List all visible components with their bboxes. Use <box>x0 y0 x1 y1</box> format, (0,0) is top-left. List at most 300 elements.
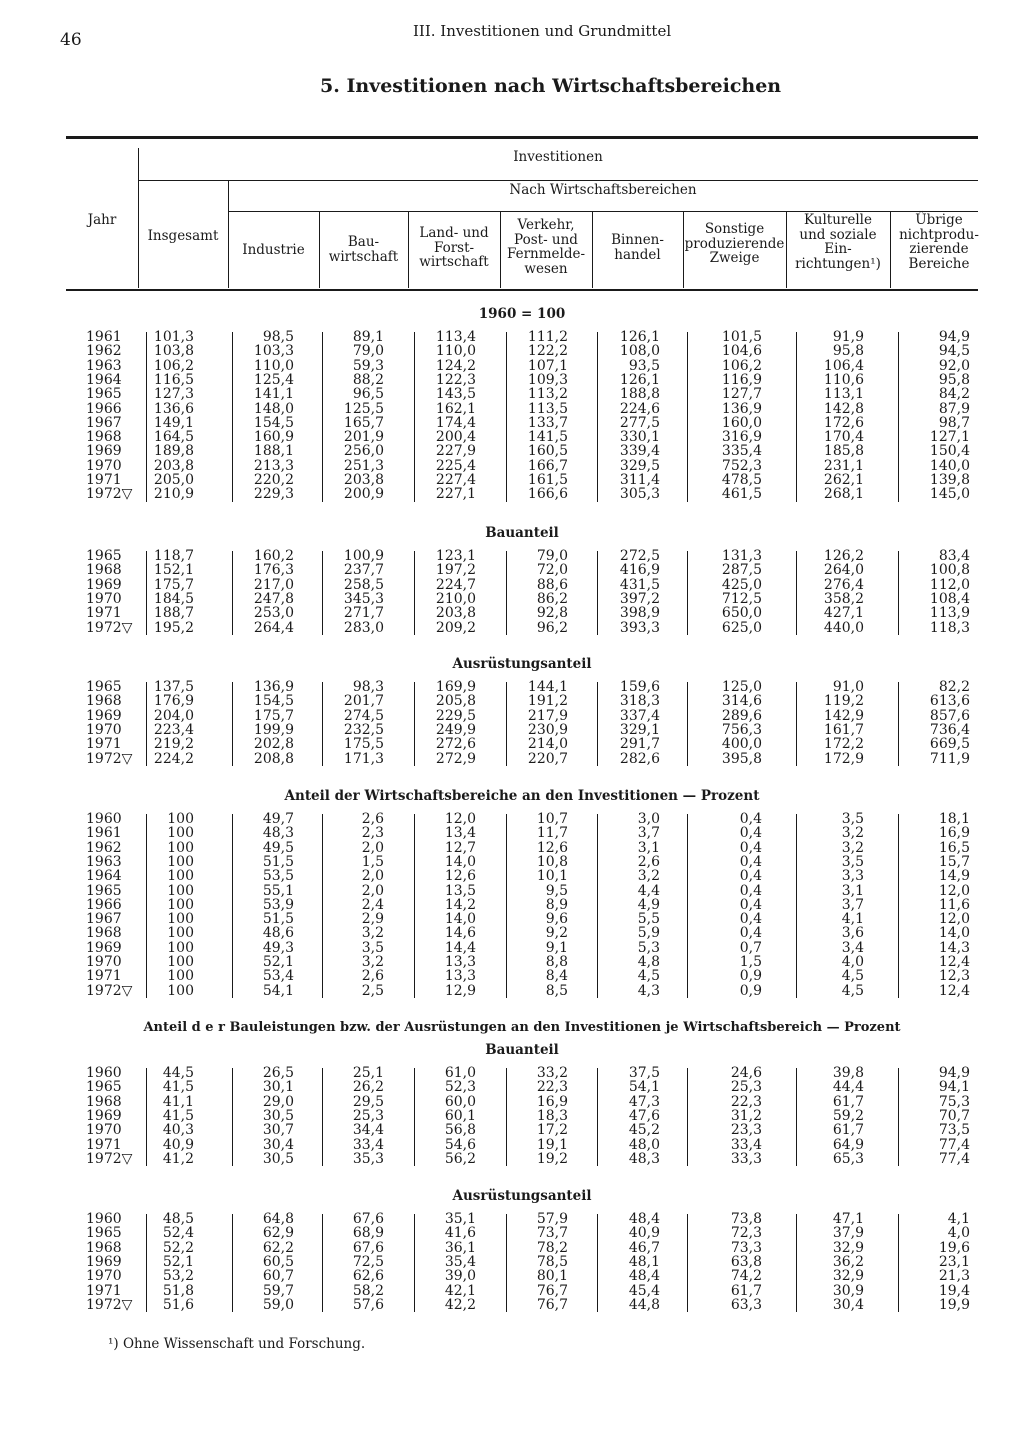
insgesamt-cell: 100 <box>167 853 194 870</box>
year-cell: 1966 <box>86 896 122 913</box>
bauwirtschaft-cell: 2,0 <box>361 839 384 856</box>
bauwirtschaft-cell: 237,7 <box>343 562 384 579</box>
industrie-cell: 175,7 <box>253 707 294 724</box>
binnenhandel-cell: 4,9 <box>637 896 660 913</box>
verkehr-cell: 17,2 <box>536 1122 568 1139</box>
sonstige-cell: 425,0 <box>721 576 762 593</box>
sonstige-cell: 0,4 <box>739 839 762 856</box>
sonstige-cell: 287,5 <box>721 562 762 579</box>
year-cell: 1971 <box>86 472 122 488</box>
insgesamt-cell: 176,9 <box>153 693 194 710</box>
table-row <box>66 752 978 766</box>
table-row <box>66 841 978 855</box>
uebrige-cell: 94,9 <box>938 1065 970 1081</box>
column-separator <box>898 332 899 502</box>
year-cell: 1964 <box>86 868 122 885</box>
industrie-cell: 53,5 <box>262 868 294 885</box>
kulturelle-cell: 440,0 <box>823 619 864 636</box>
insgesamt-cell: 203,8 <box>153 457 194 474</box>
binnenhandel-cell: 46,7 <box>628 1239 660 1256</box>
uebrige-cell: 77,4 <box>938 1136 970 1153</box>
landforst-cell: 14,2 <box>444 896 476 913</box>
landforst-cell: 42,2 <box>444 1296 476 1313</box>
landforst-cell: 12,7 <box>444 839 476 856</box>
binnenhandel-cell: 393,3 <box>619 619 660 636</box>
industrie-cell: 49,7 <box>262 811 294 827</box>
table-row <box>66 1109 978 1123</box>
year-cell: 1972▽ <box>86 982 133 999</box>
binnenhandel-cell: 188,8 <box>619 386 660 403</box>
sonstige-cell: 33,3 <box>730 1150 762 1167</box>
sonstige-cell: 478,5 <box>721 472 762 488</box>
sonstige-cell: 0,4 <box>739 882 762 899</box>
bauwirtschaft-cell: 72,5 <box>352 1253 384 1270</box>
sonstige-cell: 104,6 <box>721 343 762 360</box>
bauwirtschaft-cell: 2,6 <box>361 811 384 827</box>
column-separator <box>506 814 507 998</box>
bauwirtschaft-cell: 1,5 <box>361 853 384 870</box>
binnenhandel-cell: 337,4 <box>619 707 660 724</box>
landforst-cell: 42,1 <box>444 1282 476 1299</box>
verkehr-cell: 133,7 <box>527 414 568 431</box>
industrie-cell: 136,9 <box>253 679 294 695</box>
bauwirtschaft-cell: 3,5 <box>361 939 384 956</box>
verkehr-cell: 8,5 <box>545 982 568 999</box>
insgesamt-cell: 100 <box>167 968 194 985</box>
insgesamt-cell: 100 <box>167 882 194 899</box>
landforst-cell: 113,4 <box>435 329 476 345</box>
sonstige-cell: 1,5 <box>739 954 762 970</box>
sonstige-cell: 61,7 <box>730 1282 762 1299</box>
landforst-cell: 249,9 <box>435 721 476 738</box>
binnenhandel-cell: 272,5 <box>619 548 660 564</box>
kulturelle-cell: 172,2 <box>823 736 864 753</box>
landforst-cell: 60,1 <box>444 1107 476 1124</box>
column-separator <box>146 1068 147 1166</box>
industrie-cell: 30,1 <box>262 1079 294 1096</box>
landforst-cell: 227,9 <box>435 443 476 460</box>
column-separator <box>898 1068 899 1166</box>
insgesamt-cell: 41,5 <box>162 1079 194 1096</box>
landforst-cell: 174,4 <box>435 414 476 431</box>
binnenhandel-cell: 398,9 <box>619 605 660 622</box>
year-cell: 1968 <box>86 693 122 710</box>
sonstige-cell: 136,9 <box>721 400 762 417</box>
kulturelle-cell: 231,1 <box>823 457 864 474</box>
bauwirtschaft-cell: 283,0 <box>343 619 384 636</box>
column-separator <box>597 1068 598 1166</box>
section-title: Bauanteil <box>485 525 559 541</box>
sonstige-cell: 116,9 <box>721 371 762 388</box>
header-sonstige-produzierende-zweige: Sonstige produzierende Zweige <box>684 221 785 266</box>
column-separator <box>687 1068 688 1166</box>
year-cell: 1962 <box>86 839 122 856</box>
uebrige-cell: 82,2 <box>938 679 970 695</box>
bauwirtschaft-cell: 100,9 <box>343 548 384 564</box>
landforst-cell: 272,9 <box>435 750 476 767</box>
insgesamt-cell: 52,2 <box>162 1239 194 1256</box>
column-separator <box>414 1068 415 1166</box>
year-cell: 1971 <box>86 605 122 622</box>
insgesamt-cell: 137,5 <box>153 679 194 695</box>
section-subtitle: Bauanteil <box>485 1042 559 1058</box>
page-number: 46 <box>60 30 82 50</box>
table-row <box>66 459 978 473</box>
binnenhandel-cell: 5,9 <box>637 925 660 942</box>
column-separator <box>414 332 415 502</box>
kulturelle-cell: 262,1 <box>823 472 864 488</box>
insgesamt-cell: 219,2 <box>153 736 194 753</box>
industrie-cell: 264,4 <box>253 619 294 636</box>
sonstige-cell: 73,3 <box>730 1239 762 1256</box>
uebrige-cell: 145,0 <box>929 486 970 503</box>
year-cell: 1972▽ <box>86 750 133 767</box>
binnenhandel-cell: 45,4 <box>628 1282 660 1299</box>
column-separator <box>687 682 688 766</box>
uebrige-cell: 16,9 <box>938 825 970 842</box>
verkehr-cell: 217,9 <box>527 707 568 724</box>
kulturelle-cell: 30,9 <box>832 1282 864 1299</box>
column-separator <box>506 551 507 635</box>
bauwirtschaft-cell: 232,5 <box>343 721 384 738</box>
table-row <box>66 1095 978 1109</box>
page-title: 5. Investitionen nach Wirtschaftsbereichen <box>320 75 782 97</box>
table-row <box>66 549 978 563</box>
year-cell: 1965 <box>86 1079 122 1096</box>
column-separator <box>687 1214 688 1312</box>
uebrige-cell: 711,9 <box>929 750 970 767</box>
table-row <box>66 812 978 826</box>
table-row <box>66 621 978 635</box>
kulturelle-cell: 264,0 <box>823 562 864 579</box>
uebrige-cell: 4,1 <box>947 1211 970 1227</box>
industrie-cell: 154,5 <box>253 693 294 710</box>
sonstige-cell: 756,3 <box>721 721 762 738</box>
verkehr-cell: 16,9 <box>536 1093 568 1110</box>
verkehr-cell: 76,7 <box>536 1296 568 1313</box>
year-cell: 1969 <box>86 1107 122 1124</box>
bauwirtschaft-cell: 25,1 <box>352 1065 384 1081</box>
uebrige-cell: 83,4 <box>938 548 970 564</box>
landforst-cell: 110,0 <box>435 343 476 360</box>
column-separator <box>687 814 688 998</box>
year-cell: 1968 <box>86 1239 122 1256</box>
sonstige-cell: 160,0 <box>721 414 762 431</box>
table-row <box>66 869 978 883</box>
verkehr-cell: 214,0 <box>527 736 568 753</box>
landforst-cell: 124,2 <box>435 357 476 374</box>
industrie-cell: 213,3 <box>253 457 294 474</box>
table-row <box>66 694 978 708</box>
table-row <box>66 709 978 723</box>
kulturelle-cell: 172,9 <box>823 750 864 767</box>
bauwirtschaft-cell: 125,5 <box>343 400 384 417</box>
industrie-cell: 103,3 <box>253 343 294 360</box>
verkehr-cell: 144,1 <box>527 679 568 695</box>
column-separator <box>597 1214 598 1312</box>
verkehr-cell: 122,2 <box>527 343 568 360</box>
uebrige-cell: 84,2 <box>938 386 970 403</box>
industrie-cell: 188,1 <box>253 443 294 460</box>
kulturelle-cell: 142,8 <box>823 400 864 417</box>
uebrige-cell: 16,5 <box>938 839 970 856</box>
binnenhandel-cell: 54,1 <box>628 1079 660 1096</box>
insgesamt-cell: 52,4 <box>162 1225 194 1242</box>
landforst-cell: 200,4 <box>435 429 476 446</box>
uebrige-cell: 736,4 <box>929 721 970 738</box>
table-row <box>66 606 978 620</box>
column-separator <box>146 814 147 998</box>
kulturelle-cell: 4,1 <box>841 911 864 928</box>
column-separator <box>232 551 233 635</box>
column-separator <box>796 1214 797 1312</box>
bauwirtschaft-cell: 29,5 <box>352 1093 384 1110</box>
landforst-cell: 13,3 <box>444 968 476 985</box>
uebrige-cell: 94,9 <box>938 329 970 345</box>
landforst-cell: 14,4 <box>444 939 476 956</box>
column-separator <box>232 682 233 766</box>
landforst-cell: 203,8 <box>435 605 476 622</box>
uebrige-cell: 118,3 <box>929 619 970 636</box>
column-separator <box>796 682 797 766</box>
binnenhandel-cell: 47,6 <box>628 1107 660 1124</box>
column-separator <box>796 551 797 635</box>
landforst-cell: 13,5 <box>444 882 476 899</box>
verkehr-cell: 79,0 <box>536 548 568 564</box>
industrie-cell: 208,8 <box>253 750 294 767</box>
sonstige-cell: 0,4 <box>739 896 762 913</box>
table-row <box>66 1255 978 1269</box>
insgesamt-cell: 100 <box>167 811 194 827</box>
uebrige-cell: 669,5 <box>929 736 970 753</box>
header-bottom-rule <box>66 289 978 291</box>
binnenhandel-cell: 126,1 <box>619 329 660 345</box>
table-row <box>66 402 978 416</box>
year-cell: 1964 <box>86 371 122 388</box>
sonstige-cell: 0,4 <box>739 825 762 842</box>
table-row <box>66 330 978 344</box>
landforst-cell: 13,3 <box>444 954 476 970</box>
binnenhandel-cell: 44,8 <box>628 1296 660 1313</box>
table-row <box>66 578 978 592</box>
year-cell: 1963 <box>86 357 122 374</box>
industrie-cell: 176,3 <box>253 562 294 579</box>
insgesamt-cell: 136,6 <box>153 400 194 417</box>
year-cell: 1969 <box>86 939 122 956</box>
table-row <box>66 855 978 869</box>
header-uebrige-nichtproduzierende-bereiche: Übrige nichtprodu- zierende Bereiche <box>899 212 979 272</box>
landforst-cell: 35,1 <box>444 1211 476 1227</box>
binnenhandel-cell: 282,6 <box>619 750 660 767</box>
uebrige-cell: 15,7 <box>938 853 970 870</box>
bauwirtschaft-cell: 201,9 <box>343 429 384 446</box>
industrie-cell: 160,9 <box>253 429 294 446</box>
year-cell: 1972▽ <box>86 1150 133 1167</box>
uebrige-cell: 21,3 <box>938 1268 970 1285</box>
insgesamt-cell: 100 <box>167 839 194 856</box>
year-cell: 1971 <box>86 1282 122 1299</box>
binnenhandel-cell: 93,5 <box>628 357 660 374</box>
binnenhandel-cell: 48,1 <box>628 1253 660 1270</box>
binnenhandel-cell: 37,5 <box>628 1065 660 1081</box>
landforst-cell: 224,7 <box>435 576 476 593</box>
year-cell: 1969 <box>86 576 122 593</box>
industrie-cell: 59,0 <box>262 1296 294 1313</box>
kulturelle-cell: 110,6 <box>823 371 864 388</box>
header-bauwirtschaft: Bau- wirtschaft <box>328 234 399 265</box>
insgesamt-cell: 51,6 <box>162 1296 194 1313</box>
section-title: Anteil d e r Bauleistungen bzw. der Ausrüstungen an den Investitionen je Wirtschaftsbereich — Prozent <box>143 1020 901 1035</box>
sonstige-cell: 33,4 <box>730 1136 762 1153</box>
insgesamt-cell: 100 <box>167 825 194 842</box>
uebrige-cell: 19,9 <box>938 1296 970 1313</box>
bauwirtschaft-cell: 26,2 <box>352 1079 384 1096</box>
year-cell: 1960 <box>86 811 122 827</box>
table-row <box>66 1152 978 1166</box>
bauwirtschaft-cell: 201,7 <box>343 693 384 710</box>
uebrige-cell: 150,4 <box>929 443 970 460</box>
table-row <box>66 1284 978 1298</box>
sonstige-cell: 72,3 <box>730 1225 762 1242</box>
sonstige-cell: 106,2 <box>721 357 762 374</box>
landforst-cell: 41,6 <box>444 1225 476 1242</box>
uebrige-cell: 139,8 <box>929 472 970 488</box>
binnenhandel-cell: 48,0 <box>628 1136 660 1153</box>
binnenhandel-cell: 45,2 <box>628 1122 660 1139</box>
industrie-cell: 26,5 <box>262 1065 294 1081</box>
year-cell: 1965 <box>86 882 122 899</box>
industrie-cell: 199,9 <box>253 721 294 738</box>
sonstige-cell: 0,9 <box>739 968 762 985</box>
year-cell: 1970 <box>86 1122 122 1139</box>
landforst-cell: 35,4 <box>444 1253 476 1270</box>
sonstige-cell: 335,4 <box>721 443 762 460</box>
binnenhandel-cell: 5,5 <box>637 911 660 928</box>
verkehr-cell: 12,6 <box>536 839 568 856</box>
verkehr-cell: 8,9 <box>545 896 568 913</box>
bauwirtschaft-cell: 35,3 <box>352 1150 384 1167</box>
table-row <box>66 1241 978 1255</box>
kulturelle-cell: 59,2 <box>832 1107 864 1124</box>
table-row <box>66 1226 978 1240</box>
kulturelle-cell: 161,7 <box>823 721 864 738</box>
insgesamt-cell: 195,2 <box>153 619 194 636</box>
industrie-cell: 51,5 <box>262 911 294 928</box>
year-cell: 1960 <box>86 1065 122 1081</box>
bauwirtschaft-cell: 271,7 <box>343 605 384 622</box>
verkehr-cell: 10,8 <box>536 853 568 870</box>
insgesamt-cell: 224,2 <box>153 750 194 767</box>
column-separator <box>414 1214 415 1312</box>
binnenhandel-cell: 291,7 <box>619 736 660 753</box>
insgesamt-cell: 223,4 <box>153 721 194 738</box>
table-row <box>66 359 978 373</box>
binnenhandel-cell: 305,3 <box>619 486 660 503</box>
industrie-cell: 62,9 <box>262 1225 294 1242</box>
binnenhandel-cell: 48,4 <box>628 1211 660 1227</box>
landforst-cell: 54,6 <box>444 1136 476 1153</box>
kulturelle-cell: 172,6 <box>823 414 864 431</box>
uebrige-cell: 75,3 <box>938 1093 970 1110</box>
industrie-cell: 110,0 <box>253 357 294 374</box>
uebrige-cell: 19,6 <box>938 1239 970 1256</box>
table-row <box>66 926 978 940</box>
bauwirtschaft-cell: 58,2 <box>352 1282 384 1299</box>
kulturelle-cell: 3,2 <box>841 839 864 856</box>
kulturelle-cell: 119,2 <box>823 693 864 710</box>
column-separator <box>506 1068 507 1166</box>
bauwirtschaft-cell: 62,6 <box>352 1268 384 1285</box>
bauwirtschaft-cell: 67,6 <box>352 1211 384 1227</box>
uebrige-cell: 73,5 <box>938 1122 970 1139</box>
bauwirtschaft-cell: 25,3 <box>352 1107 384 1124</box>
header-jahr: Jahr <box>87 212 117 228</box>
column-separator <box>146 551 147 635</box>
year-cell: 1970 <box>86 954 122 970</box>
sonstige-cell: 625,0 <box>721 619 762 636</box>
verkehr-cell: 88,6 <box>536 576 568 593</box>
kulturelle-cell: 427,1 <box>823 605 864 622</box>
uebrige-cell: 12,3 <box>938 968 970 985</box>
column-separator <box>146 682 147 766</box>
uebrige-cell: 11,6 <box>938 896 970 913</box>
binnenhandel-cell: 311,4 <box>619 472 660 488</box>
bauwirtschaft-cell: 3,2 <box>361 954 384 970</box>
bauwirtschaft-cell: 67,6 <box>352 1239 384 1256</box>
landforst-cell: 12,0 <box>444 811 476 827</box>
kulturelle-cell: 4,5 <box>841 982 864 999</box>
insgesamt-cell: 44,5 <box>162 1065 194 1081</box>
bauwirtschaft-cell: 165,7 <box>343 414 384 431</box>
bauwirtschaft-cell: 203,8 <box>343 472 384 488</box>
bauwirtschaft-cell: 57,6 <box>352 1296 384 1313</box>
header-kulturelle-und-soziale-einrichtungen: Kulturelle und soziale Ein- richtungen¹) <box>795 212 881 272</box>
year-cell: 1965 <box>86 1225 122 1242</box>
year-cell: 1962 <box>86 343 122 360</box>
binnenhandel-cell: 3,0 <box>637 811 660 827</box>
bauwirtschaft-cell: 88,2 <box>352 371 384 388</box>
year-cell: 1967 <box>86 414 122 431</box>
industrie-cell: 154,5 <box>253 414 294 431</box>
verkehr-cell: 22,3 <box>536 1079 568 1096</box>
year-cell: 1971 <box>86 968 122 985</box>
bauwirtschaft-cell: 345,3 <box>343 590 384 607</box>
verkehr-cell: 73,7 <box>536 1225 568 1242</box>
insgesamt-cell: 205,0 <box>153 472 194 488</box>
kulturelle-cell: 32,9 <box>832 1239 864 1256</box>
sonstige-cell: 131,3 <box>721 548 762 564</box>
year-cell: 1972▽ <box>86 619 133 636</box>
landforst-cell: 12,9 <box>444 982 476 999</box>
landforst-cell: 162,1 <box>435 400 476 417</box>
kulturelle-cell: 39,8 <box>832 1065 864 1081</box>
uebrige-cell: 14,0 <box>938 925 970 942</box>
uebrige-cell: 23,1 <box>938 1253 970 1270</box>
industrie-cell: 64,8 <box>262 1211 294 1227</box>
column-separator <box>506 332 507 502</box>
table-row <box>66 1138 978 1152</box>
header-divider <box>138 180 978 181</box>
bauwirtschaft-cell: 96,5 <box>352 386 384 403</box>
landforst-cell: 12,6 <box>444 868 476 885</box>
uebrige-cell: 77,4 <box>938 1150 970 1167</box>
column-separator <box>796 332 797 502</box>
verkehr-cell: 109,3 <box>527 371 568 388</box>
uebrige-cell: 140,0 <box>929 457 970 474</box>
insgesamt-cell: 175,7 <box>153 576 194 593</box>
kulturelle-cell: 276,4 <box>823 576 864 593</box>
uebrige-cell: 112,0 <box>929 576 970 593</box>
